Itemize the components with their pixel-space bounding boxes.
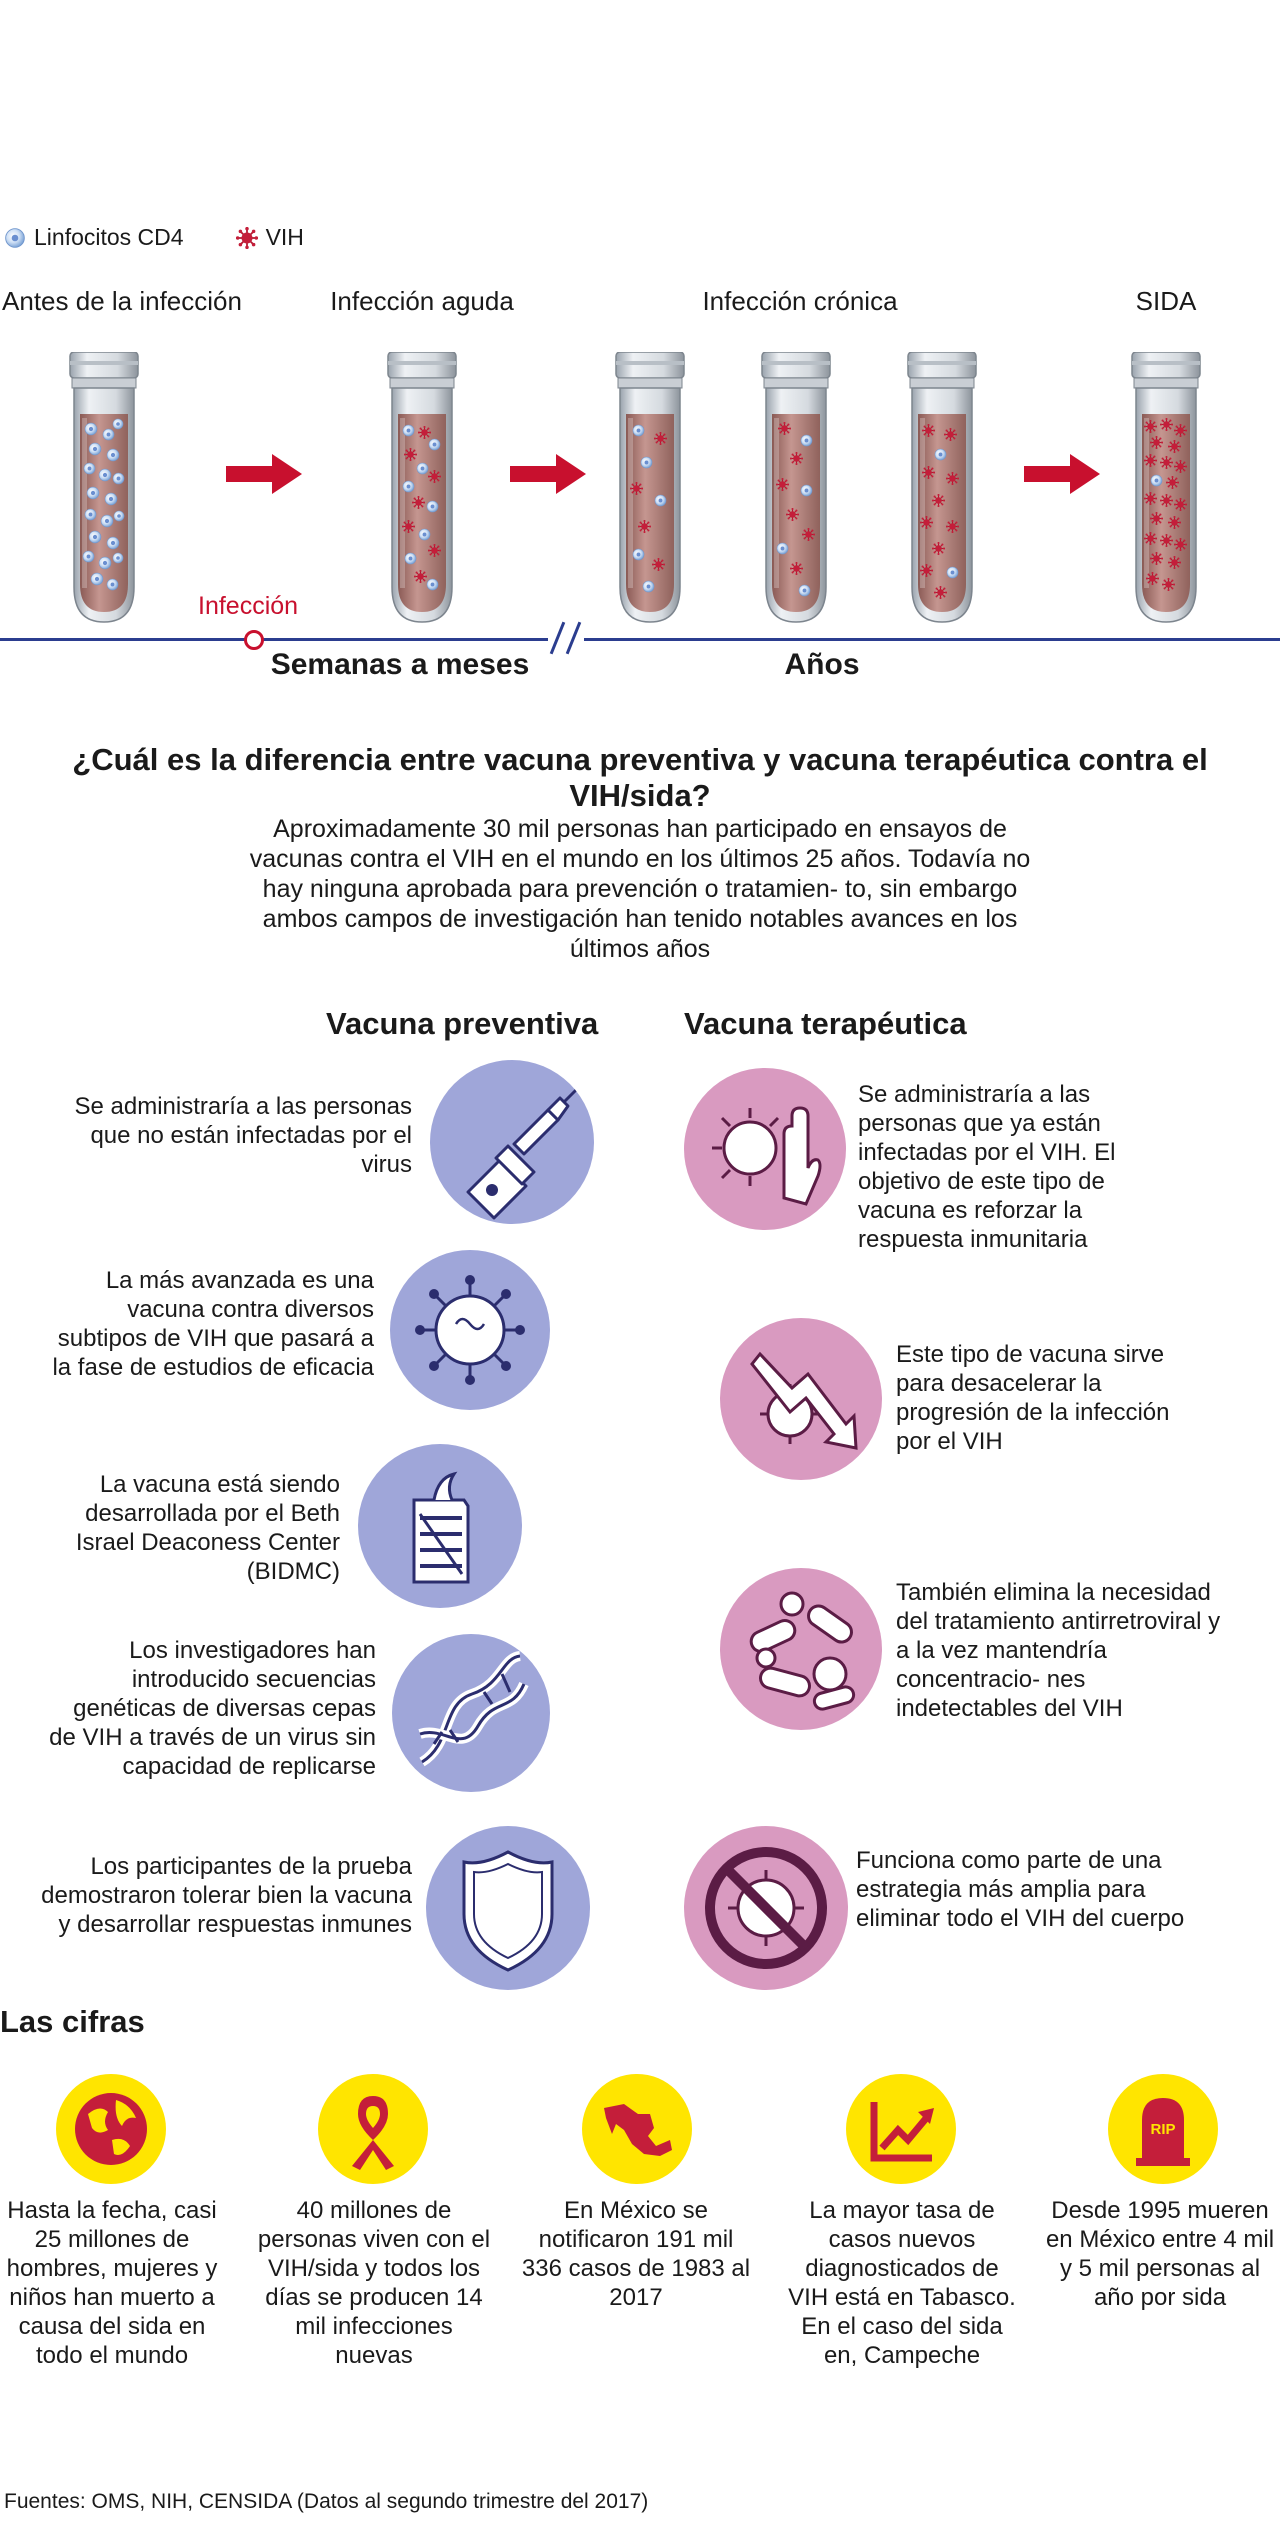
preventiva-item-1-text: Se administraría a las personas que no están infectadas por el virus	[74, 1093, 412, 1178]
test-tube-sida	[1130, 352, 1202, 627]
tombstone-text: RIP	[1150, 2121, 1176, 2138]
preventiva-item-5-text: Los participantes de la prueba demostraron tolerar bien la vacuna y desarrollar respuestas inmunes	[41, 1853, 412, 1938]
legend-item-cd4	[4, 224, 184, 251]
ribbon-icon	[318, 2074, 428, 2184]
trend-up-icon	[846, 2074, 956, 2184]
infection-label: Infección	[198, 592, 299, 620]
cifras-title: Las cifras	[0, 2004, 145, 2039]
pills-icon	[720, 1568, 882, 1730]
test-tube-chronic-3	[906, 352, 978, 627]
infection-marker	[244, 630, 264, 650]
test-tube-chronic-2	[760, 352, 832, 627]
legend-cd4-label: Linfocitos CD4	[34, 224, 184, 250]
fact-5-text: Desde 1995 mueren en México entre 4 mil y 5 mil personas al año por sida	[1045, 2197, 1275, 2311]
stage-label-chronic: Infección crónica	[702, 286, 898, 316]
fact-4-text: La mayor tasa de casos nuevos diagnosticados de VIH está en Tabasco. En el caso del sida en, Campeche	[788, 2197, 1016, 2369]
legend-item-vih	[236, 224, 304, 251]
legend	[4, 224, 304, 251]
shield-icon	[426, 1826, 590, 1990]
test-tube-chronic-1	[614, 352, 686, 627]
preventiva-item-3-text: La vacuna está siendo desarrollada por el Beth Israel Deaconess Center (BIDMC)	[75, 1471, 340, 1585]
sources: Fuentes: OMS, NIH, CENSIDA (Datos al segundo trimestre del 2017)	[4, 2490, 649, 2513]
virus-stop-hand-icon	[684, 1068, 846, 1230]
timeline-axis	[0, 638, 1280, 641]
stage-label-acute: Infección aguda	[330, 286, 514, 316]
period-years: Años	[784, 648, 860, 681]
terapeutica-item-1-text: Se administraría a las personas que ya están infectadas por el VIH. El objetivo de este tipo de vacuna es reforzar la respuesta inmunitaria	[858, 1081, 1116, 1253]
virus-icon	[390, 1250, 550, 1410]
building-icon	[358, 1444, 522, 1608]
stage-label-before: Antes de la infección	[2, 286, 242, 316]
vih-virus-icon	[236, 227, 258, 249]
period-weeks: Semanas a meses	[270, 648, 530, 681]
fact-2-text: 40 millones de personas viven con el VIH/sida y todos los días se producen 14 mil infecciones nuevas	[257, 2197, 491, 2369]
test-tube-acute	[386, 352, 458, 627]
cd4-cell-icon	[4, 227, 26, 249]
arrow-3	[1024, 454, 1100, 494]
preventiva-item-4-text: Los investigadores han introducido secuencias genéticas de diversas cepas de VIH a través de un virus sin capacidad de replicarse	[49, 1637, 376, 1780]
terapeutica-item-2-text: Este tipo de vacuna sirve para desacelerar la progresión de la infección por el VIH	[896, 1341, 1170, 1455]
intro-paragraph: Aproximadamente 30 mil personas han participado en ensayos de vacunas contra el VIH en el mundo en los últimos 25 años. Todavía no hay ninguna aprobada para prevención o tratamien- to, sin embargo ambos campos de investigación han tenido notables avances en los últimos años	[249, 815, 1031, 963]
dna-icon	[392, 1634, 550, 1792]
preventiva-item-2-text: La más avanzada es una vacuna contra diversos subtipos de VIH que pasará a la fase de estudios de eficacia	[52, 1267, 374, 1381]
fact-3-text: En México se notificaron 191 mil 336 casos de 1983 al 2017	[521, 2197, 751, 2311]
legend-vih-label: VIH	[265, 224, 304, 250]
terapeutica-title: Vacuna terapéutica	[684, 1006, 967, 1041]
virus-downtrend-icon	[720, 1318, 882, 1480]
arrow-1	[226, 454, 302, 494]
no-virus-icon	[684, 1826, 848, 1990]
arrow-2	[510, 454, 586, 494]
globe-icon	[56, 2074, 166, 2184]
test-tube-before	[68, 352, 140, 627]
stage-label-sida: SIDA	[1135, 286, 1197, 316]
terapeutica-item-4-text: Funciona como parte de una estrategia más amplia para eliminar todo el VIH del cuerpo	[856, 1847, 1185, 1932]
tombstone-icon	[1108, 2074, 1218, 2184]
fact-1-text: Hasta la fecha, casi 25 millones de hombres, mujeres y niños han muerto a causa del sida en todo el mundo	[6, 2197, 218, 2369]
preventiva-title: Vacuna preventiva	[326, 1006, 599, 1041]
mexico-map-icon	[582, 2074, 692, 2184]
syringe-vial-icon	[430, 1060, 594, 1224]
terapeutica-item-3-text: También elimina la necesidad del tratamiento antirretroviral y a la vez mantendría concentracio- nes indetectables del VIH	[896, 1579, 1221, 1722]
question-title: ¿Cuál es la diferencia entre vacuna preventiva y vacuna terapéutica contra el VIH/sida?	[72, 742, 1208, 813]
